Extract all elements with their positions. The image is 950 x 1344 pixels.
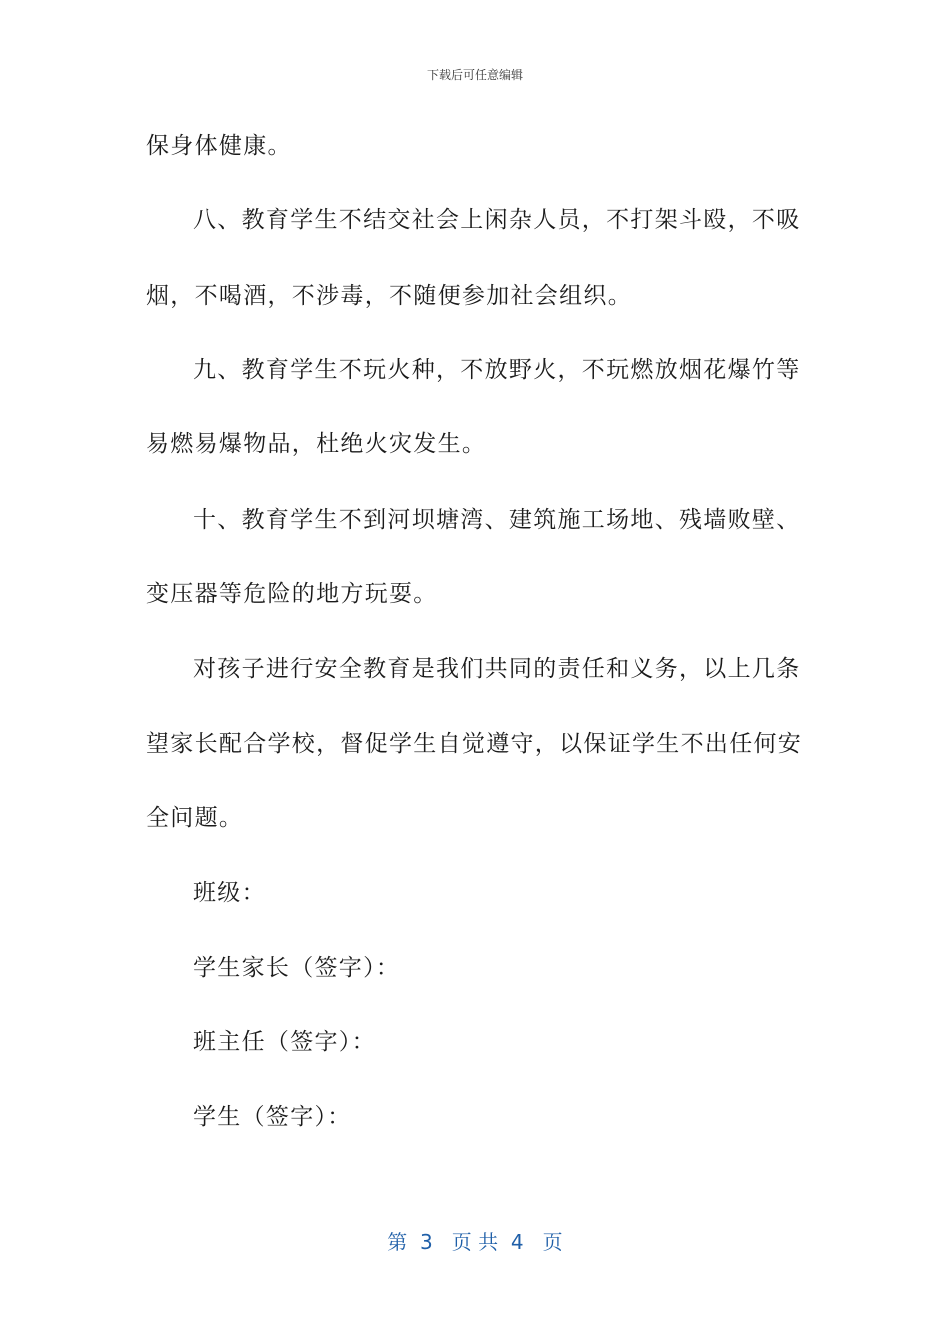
paragraph-line: 对孩子进行安全教育是我们共同的责任和义务，以上几条 xyxy=(193,656,801,682)
paragraph-line: 变压器等危险的地方玩耍。 xyxy=(146,581,438,607)
paragraph-line: 十、教育学生不到河坝塘湾、建筑施工场地、残墙败壁、 xyxy=(193,507,801,533)
paragraph-line: 保身体健康。 xyxy=(146,133,292,159)
paragraph-line: 易燃易爆物品，杜绝火灾发生。 xyxy=(146,431,487,457)
paragraph-line: 全问题。 xyxy=(146,805,244,831)
header-note: 下载后可任意编辑 xyxy=(426,68,523,82)
paragraph-line: 烟，不喝酒，不涉毒，不随便参加社会组织。 xyxy=(146,283,632,309)
teacher-signature-label: 班主任（签字）： xyxy=(193,1029,376,1055)
paragraph-line: 八、教育学生不结交社会上闲杂人员，不打架斗殴，不吸 xyxy=(193,207,801,233)
student-signature-label: 学生（签字）： xyxy=(193,1104,352,1130)
paragraph-line: 望家长配合学校，督促学生自觉遵守，以保证学生不出任何安 xyxy=(146,731,803,757)
parent-signature-label: 学生家长（签字）： xyxy=(193,955,401,981)
paragraph-line: 九、教育学生不玩火种，不放野火，不玩燃放烟花爆竹等 xyxy=(193,357,801,383)
class-field-label: 班级： xyxy=(193,880,266,906)
page-number: 第 3 页 共 4 页 xyxy=(387,1230,563,1254)
